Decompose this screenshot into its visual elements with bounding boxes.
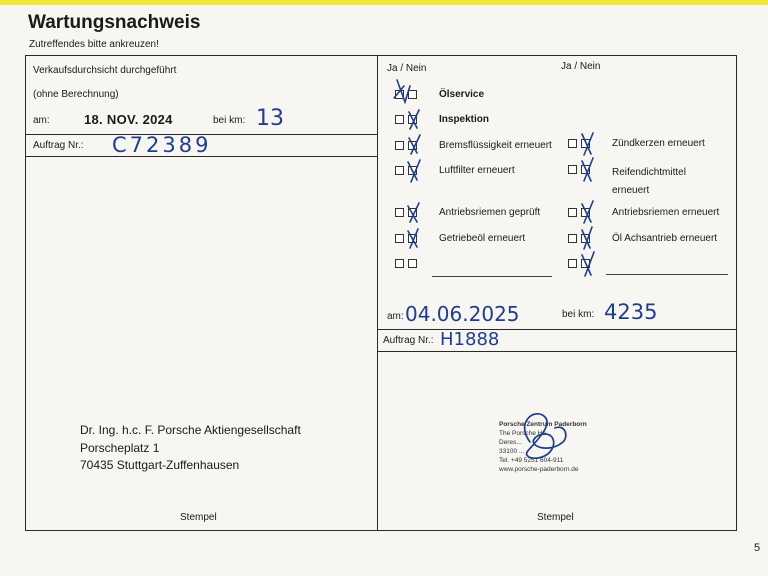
item-axle-oil-label: Öl Achsantrieb erneuert xyxy=(612,233,718,244)
left-stamp-label: Stempel xyxy=(180,512,217,523)
page-title: Wartungsnachweis xyxy=(28,12,201,33)
right-date-handwritten: 04.06.2025 xyxy=(405,302,520,326)
ja-nein-header-right: Ja / Nein xyxy=(561,61,601,72)
stamp-line: Deres... xyxy=(499,439,522,446)
right-date-label: am: xyxy=(387,311,404,322)
left-km-label: bei km: xyxy=(213,115,246,126)
check-mark xyxy=(410,110,419,129)
check-mark xyxy=(582,161,591,181)
check-mark xyxy=(409,112,417,128)
page-subtitle: Zutreffendes bitte ankreuzen! xyxy=(29,39,159,50)
item-brake-fluid-label: Bremsflüssigkeit erneuert xyxy=(439,140,552,151)
stamp-line: www.porsche-paderborn.de xyxy=(499,466,579,473)
address-line: Dr. Ing. h.c. F. Porsche Aktiengesellschaft xyxy=(80,423,301,437)
ja-nein-header-left: Ja / Nein xyxy=(387,63,427,74)
left-order-label: Auftrag Nr.: xyxy=(33,140,84,151)
no-charge-label: (ohne Berechnung) xyxy=(33,89,119,100)
stamp-line: The Porsche Ha... xyxy=(499,430,552,437)
address-line: Porscheplatz 1 xyxy=(80,441,160,455)
sales-inspection-label: Verkaufsdurchsicht durchgeführt xyxy=(33,65,177,76)
stamp-line: Tel. +49 5251 604-911 xyxy=(499,457,564,464)
check-mark xyxy=(582,204,591,222)
left-order-handwritten: C72389 xyxy=(112,133,212,157)
page-number: 5 xyxy=(754,542,761,554)
item-spark-plugs-label: Zündkerzen erneuert xyxy=(612,138,705,149)
right-stamp-label: Stempel xyxy=(537,512,574,523)
left-km-handwritten: 13 xyxy=(256,106,284,131)
right-order-handwritten: H1888 xyxy=(440,329,500,350)
right-km-label: bei km: xyxy=(562,309,595,320)
check-mark xyxy=(584,133,593,155)
item-inspection-label: Inspektion xyxy=(439,114,490,125)
left-date-label: am: xyxy=(33,115,50,126)
right-order-label: Auftrag Nr.: xyxy=(383,335,434,346)
item-air-filter-label: Luftfilter erneuert xyxy=(439,165,515,176)
address-line: 70435 Stuttgart-Zuffenhausen xyxy=(80,458,240,472)
item-drive-belt-replace-label: Antriebsriemen erneuert xyxy=(612,207,720,218)
item-gear-oil-label: Getriebeöl erneuert xyxy=(439,233,526,244)
item-tire-sealant-label: Reifendichtmittel erneuert xyxy=(612,167,686,196)
stamp-line: Porsche Zentrum Paderborn xyxy=(499,421,587,428)
item-oilservice-label: Ölservice xyxy=(439,89,485,100)
signature xyxy=(505,402,575,467)
item-drive-belt-check-label: Antriebsriemen geprüft xyxy=(439,207,541,218)
stamp-line: 33100 ... xyxy=(499,448,525,455)
left-date-stamp: 18. NOV. 2024 xyxy=(84,112,173,127)
right-km-handwritten: 4235 xyxy=(604,300,658,324)
